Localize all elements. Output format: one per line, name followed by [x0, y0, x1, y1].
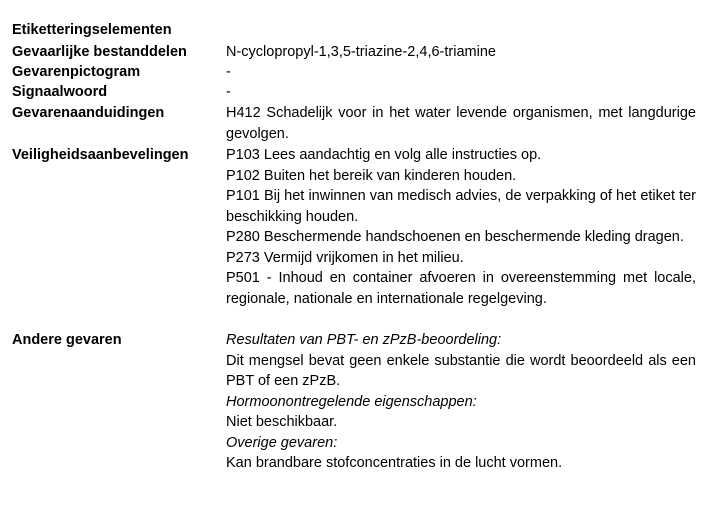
- label-gevarenpictogram: Gevarenpictogram: [12, 64, 141, 80]
- row-gevaarlijke-bestanddelen: [12, 42, 700, 63]
- p-statement: P101 Bij het inwinnen van medisch advies, de verpakking of het etiket ter beschikking houden.: [226, 188, 696, 225]
- value-gevaarlijke-bestanddelen: N-cyclopropyl-1,3,5-triazine-2,4,6-triamine: [226, 44, 496, 60]
- p-statement: P280 Beschermende handschoenen en beschermende kleding dragen.: [226, 229, 684, 245]
- value-veiligheidsaanbevelingen: [226, 145, 696, 309]
- label-andere-gevaren: Andere gevaren: [12, 332, 122, 348]
- label-signaalwoord: Signaalwoord: [12, 84, 108, 100]
- label-gevarenaanduidingen: Gevarenaanduidingen: [12, 105, 165, 121]
- row-signaalwoord: [12, 82, 700, 103]
- p-statement: P273 Vermijd vrijkomen in het milieu.: [226, 249, 464, 266]
- value-andere-gevaren: [226, 330, 696, 474]
- hormoon-text: Niet beschikbaar.: [226, 414, 338, 430]
- p-statement: P103 Lees aandachtig en volg alle instructies op.: [226, 147, 542, 163]
- value-gevarenpictogram: -: [226, 64, 231, 80]
- value-gevarenaanduidingen: H412 Schadelijk voor in het water levende organismen, met langdurige gevolgen.: [226, 105, 696, 142]
- row-gevarenpictogram: [12, 62, 700, 83]
- p-statement: P501 - Inhoud en container afvoeren in overeenstemming met locale, regionale, nationale en internationale regelgeving.: [226, 270, 696, 307]
- row-gevarenaanduidingen: [12, 103, 700, 144]
- p-statement: P102 Buiten het bereik van kinderen houden.: [226, 167, 517, 184]
- hormoon-subheading: Hormoonontregelende eigenschappen:: [226, 393, 477, 410]
- section-heading: Etiketteringselementen: [12, 22, 172, 38]
- label-gevaarlijke-bestanddelen: Gevaarlijke bestanddelen: [12, 44, 187, 60]
- overige-text: Kan brandbare stofconcentraties in de lucht vormen.: [226, 455, 563, 471]
- pbt-text: Dit mengsel bevat geen enkele substantie die wordt beoordeeld als een PBT of een zPzB.: [226, 352, 696, 389]
- overige-subheading: Overige gevaren:: [226, 434, 338, 451]
- label-veiligheidsaanbevelingen: Veiligheidsaanbevelingen: [12, 147, 189, 163]
- value-signaalwoord: -: [226, 84, 231, 100]
- row-andere-gevaren: [12, 330, 700, 474]
- row-veiligheidsaanbevelingen: [12, 145, 700, 309]
- pbt-subheading: Resultaten van PBT- en zPzB-beoordeling:: [226, 332, 502, 348]
